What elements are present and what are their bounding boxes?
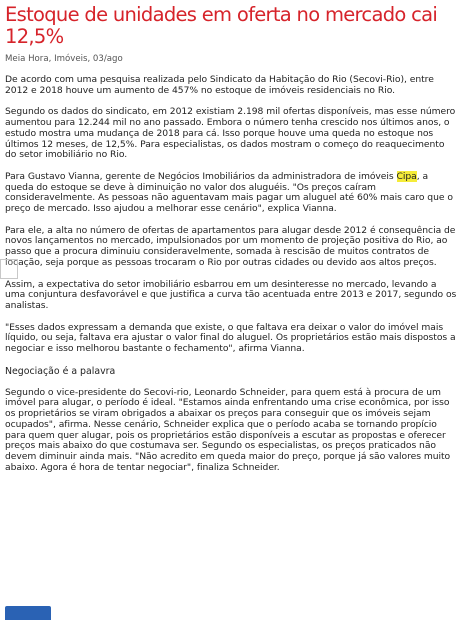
highlighted-term: Cipa	[396, 170, 417, 182]
article-body	[5, 75, 457, 473]
paragraph-5: Assim, a expectativa do setor imobiliário esbarrou em um desinteresse no mercado, levando a uma conjuntura desfavorável e que justifica a curva tão acentuada entre 2013 e 2017, segundo os analistas.	[5, 278, 457, 311]
paragraph-4: Para ele, a alta no número de ofertas de apartamentos para alugar desde 2012 é consequência de novos lançamentos no mercado, impulsionados por um momento de projeção positiva do Rio, ao passo que a procura diminuiu consideravelmente, somada à rescisão de muitos contratos de locação, seja porque as pessoas trocaram o Rio por outras cidades ou devido aos altos preços.	[5, 224, 456, 268]
paragraph-3-start: Para Gustavo Vianna, gerente de Negócios Imobiliários da administradora de imóveis	[5, 170, 397, 182]
paragraph-7: Segundo o vice-presidente do Secovi-rio, Leonardo Schneider, para quem está à procura de um imóvel para alugar, o período é ideal. "Estamos ainda enfrentando uma crise econômica, por isso os proprietários se viram obrigados a abaixar os preços para conseguir que os imóveis sejam ocupados", afirma. Nesse cenário, Schneider explica que o período acaba se tornando propício para quem quer alugar, pois os proprietários estão disponíveis a escutar as propostas e oferecer preços mais abaixo do que costumava ser. Segundo os especialistas, os preços praticados não devem diminuir ainda mais. "Não acredito em queda maior do preço, porque já são valores muito abaixo. Agora é hora de tentar negociar", finaliza Schneider.	[5, 386, 451, 473]
bottom-blue-tab[interactable]	[5, 606, 51, 620]
paragraph-3-end: , a queda do estoque se deve à diminuição no valor dos aluguéis. "Os preços caíram consideravelmente. As pessoas não aguentavam mais pagar um aluguel até 60% mais caro que o preço de mercado. Isso ajudou a melhorar esse cenário", explica Vianna.	[5, 170, 453, 215]
paragraph-1: De acordo com uma pesquisa realizada pelo Sindicato da Habitação do Rio (Secovi-Rio), entre 2012 e 2018 houve um aumento de 457% no estoque de imóveis residenciais no Rio.	[5, 74, 434, 96]
paragraph-3	[5, 172, 457, 215]
article-byline: Meia Hora, Imóveis, 03/ago	[5, 54, 123, 64]
article-headline: Estoque de unidades em oferta no mercado cai 12,5%	[5, 3, 438, 48]
paragraph-2: Segundo os dados do sindicato, em 2012 existiam 2.198 mil ofertas disponíveis, mas esse número aumentou para 12.244 mil no ano passado. Embora o número tenha crescido nos últimos anos, o estudo mostra uma mudança de 2018 para cá. Isso porque houve uma queda no estoque nos últimos 12 meses, de 12,5%. Para especialistas, os dados mostram o começo do reaquecimento do setor imobiliário no Rio.	[5, 106, 456, 161]
section-heading: Negociação é a palavra	[5, 365, 116, 377]
paragraph-6: "Esses dados expressam a demanda que existe, o que faltava era deixar o valor do imóvel mais líquido, ou seja, faltava era ajustar o valor final do aluguel. Os proprietários estão mais dispostos a negociar e isso melhorou bastante o fechamento", afirma Vianna.	[5, 321, 456, 355]
article	[5, 4, 457, 484]
